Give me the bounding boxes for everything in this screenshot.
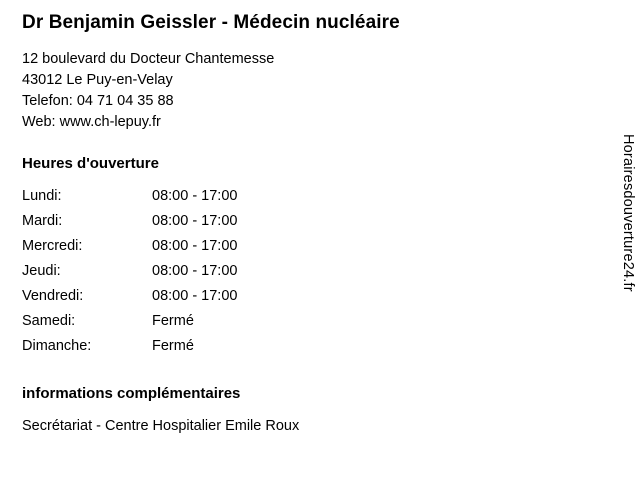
additional-info-heading: informations complémentaires xyxy=(22,384,241,402)
table-row xyxy=(22,236,237,261)
day-label: Mercredi: xyxy=(22,237,83,254)
watermark-label: Horairesdouverture24.fr xyxy=(620,134,636,292)
additional-info-text: Secrétariat - Centre Hospitalier Emile Roux xyxy=(22,417,300,434)
day-label: Vendredi: xyxy=(22,287,84,304)
page-title: Dr Benjamin Geissler - Médecin nucléaire xyxy=(22,12,400,33)
day-hours: 08:00 - 17:00 xyxy=(152,237,238,254)
business-listing xyxy=(22,12,592,436)
table-row xyxy=(22,211,237,236)
day-label: Lundi: xyxy=(22,187,62,204)
address-web: Web: www.ch-lepuy.fr xyxy=(22,113,161,130)
day-hours: Fermé xyxy=(152,312,194,329)
day-hours: 08:00 - 17:00 xyxy=(152,287,238,304)
day-label: Dimanche: xyxy=(22,337,92,354)
day-hours: 08:00 - 17:00 xyxy=(152,262,238,279)
address-phone: Telefon: 04 71 04 35 88 xyxy=(22,92,174,109)
address-block xyxy=(22,49,592,133)
day-label: Jeudi: xyxy=(22,262,61,279)
address-street: 12 boulevard du Docteur Chantemesse xyxy=(22,50,275,67)
day-hours: 08:00 - 17:00 xyxy=(152,187,238,204)
opening-hours-table xyxy=(22,186,237,361)
table-row xyxy=(22,336,237,361)
table-row xyxy=(22,286,237,311)
address-city: 43012 Le Puy-en-Velay xyxy=(22,71,173,88)
table-row xyxy=(22,261,237,286)
day-hours: 08:00 - 17:00 xyxy=(152,212,238,229)
day-label: Mardi: xyxy=(22,212,63,229)
table-row xyxy=(22,186,237,211)
opening-hours-heading: Heures d'ouverture xyxy=(22,154,159,172)
day-hours: Fermé xyxy=(152,337,194,354)
table-row xyxy=(22,311,237,336)
day-label: Samedi: xyxy=(22,312,76,329)
